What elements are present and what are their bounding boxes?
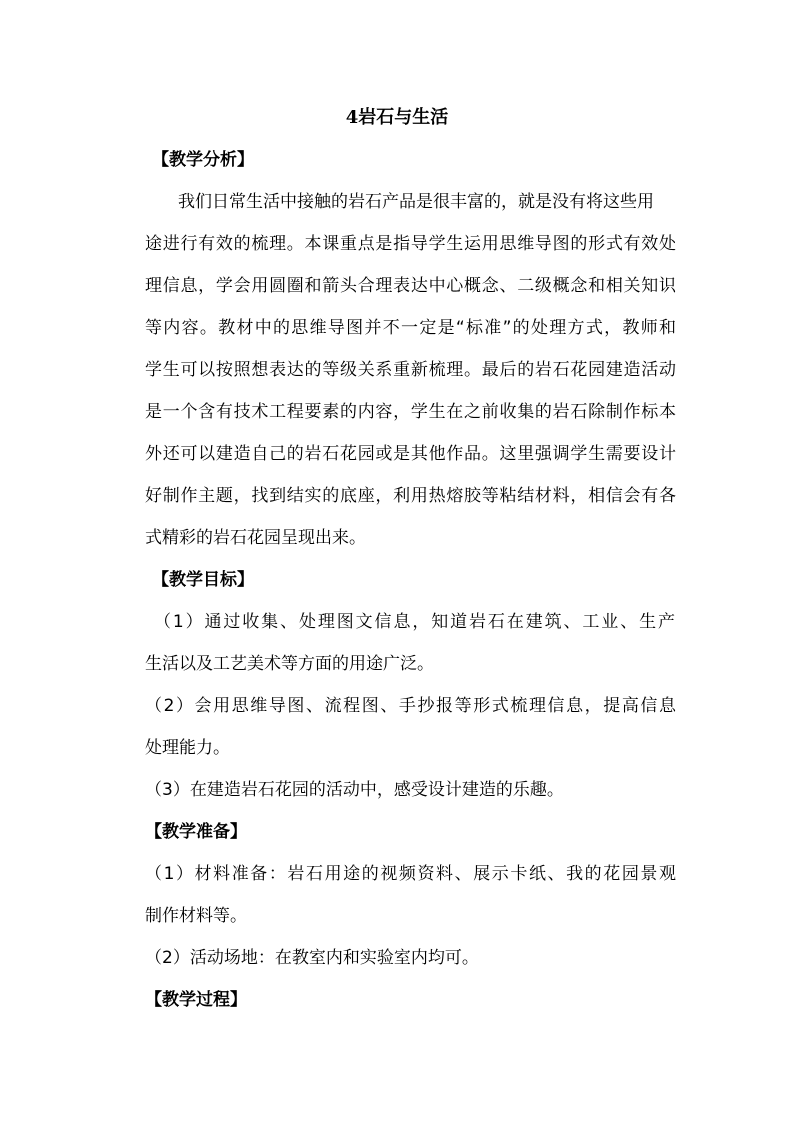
paragraph-line: 学生可以按照想表达的等级关系重新梳理。最后的岩石花园建造活动: [145, 360, 676, 380]
section-heading-analysis: 【教学分析】: [152, 150, 254, 170]
goal-item-continued: 处理能力。: [145, 738, 230, 758]
paragraph-line: 我们日常生活中接触的岩石产品是很丰富的，就是没有将这些用: [178, 192, 654, 212]
paragraph-line: 式精彩的岩石花园呈现出来。: [145, 528, 366, 548]
goal-item-continued: 生活以及工艺美术等方面的用途广泛。: [145, 654, 434, 674]
prep-item-continued: 制作材料等。: [145, 906, 247, 926]
section-heading-goals: 【教学目标】: [152, 570, 254, 590]
paragraph-line: 外还可以建造自己的岩石花园或是其他作品。这里强调学生需要设计: [145, 444, 676, 464]
section-heading-process: 【教学过程】: [145, 990, 247, 1010]
prep-item: （1）材料准备：岩石用途的视频资料、展示卡纸、我的花园景观: [145, 864, 676, 884]
paragraph-line: 是一个含有技术工程要素的内容，学生在之前收集的岩石除制作标本: [145, 402, 676, 422]
paragraph-line: 好制作主题，找到结实的底座，利用热熔胶等粘结材料，相信会有各: [145, 486, 676, 506]
document-title: 4岩石与生活: [345, 107, 449, 128]
paragraph-line: 等内容。教材中的思维导图并不一定是“标准”的处理方式，教师和: [145, 318, 676, 338]
prep-item: （2）活动场地：在教室内和实验室内均可。: [145, 948, 479, 968]
goal-item: （1）通过收集、处理图文信息，知道岩石在建筑、工业、生产: [154, 612, 675, 632]
section-heading-prep: 【教学准备】: [145, 822, 247, 842]
goal-item: （3）在建造岩石花园的活动中，感受设计建造的乐趣。: [145, 780, 564, 800]
paragraph-line: 理信息，学会用圆圈和箭头合理表达中心概念、二级概念和相关知识: [145, 276, 676, 296]
paragraph-line: 途进行有效的梳理。本课重点是指导学生运用思维导图的形式有效处: [145, 234, 676, 254]
goal-item: （2）会用思维导图、流程图、手抄报等形式梳理信息，提高信息: [145, 696, 676, 716]
